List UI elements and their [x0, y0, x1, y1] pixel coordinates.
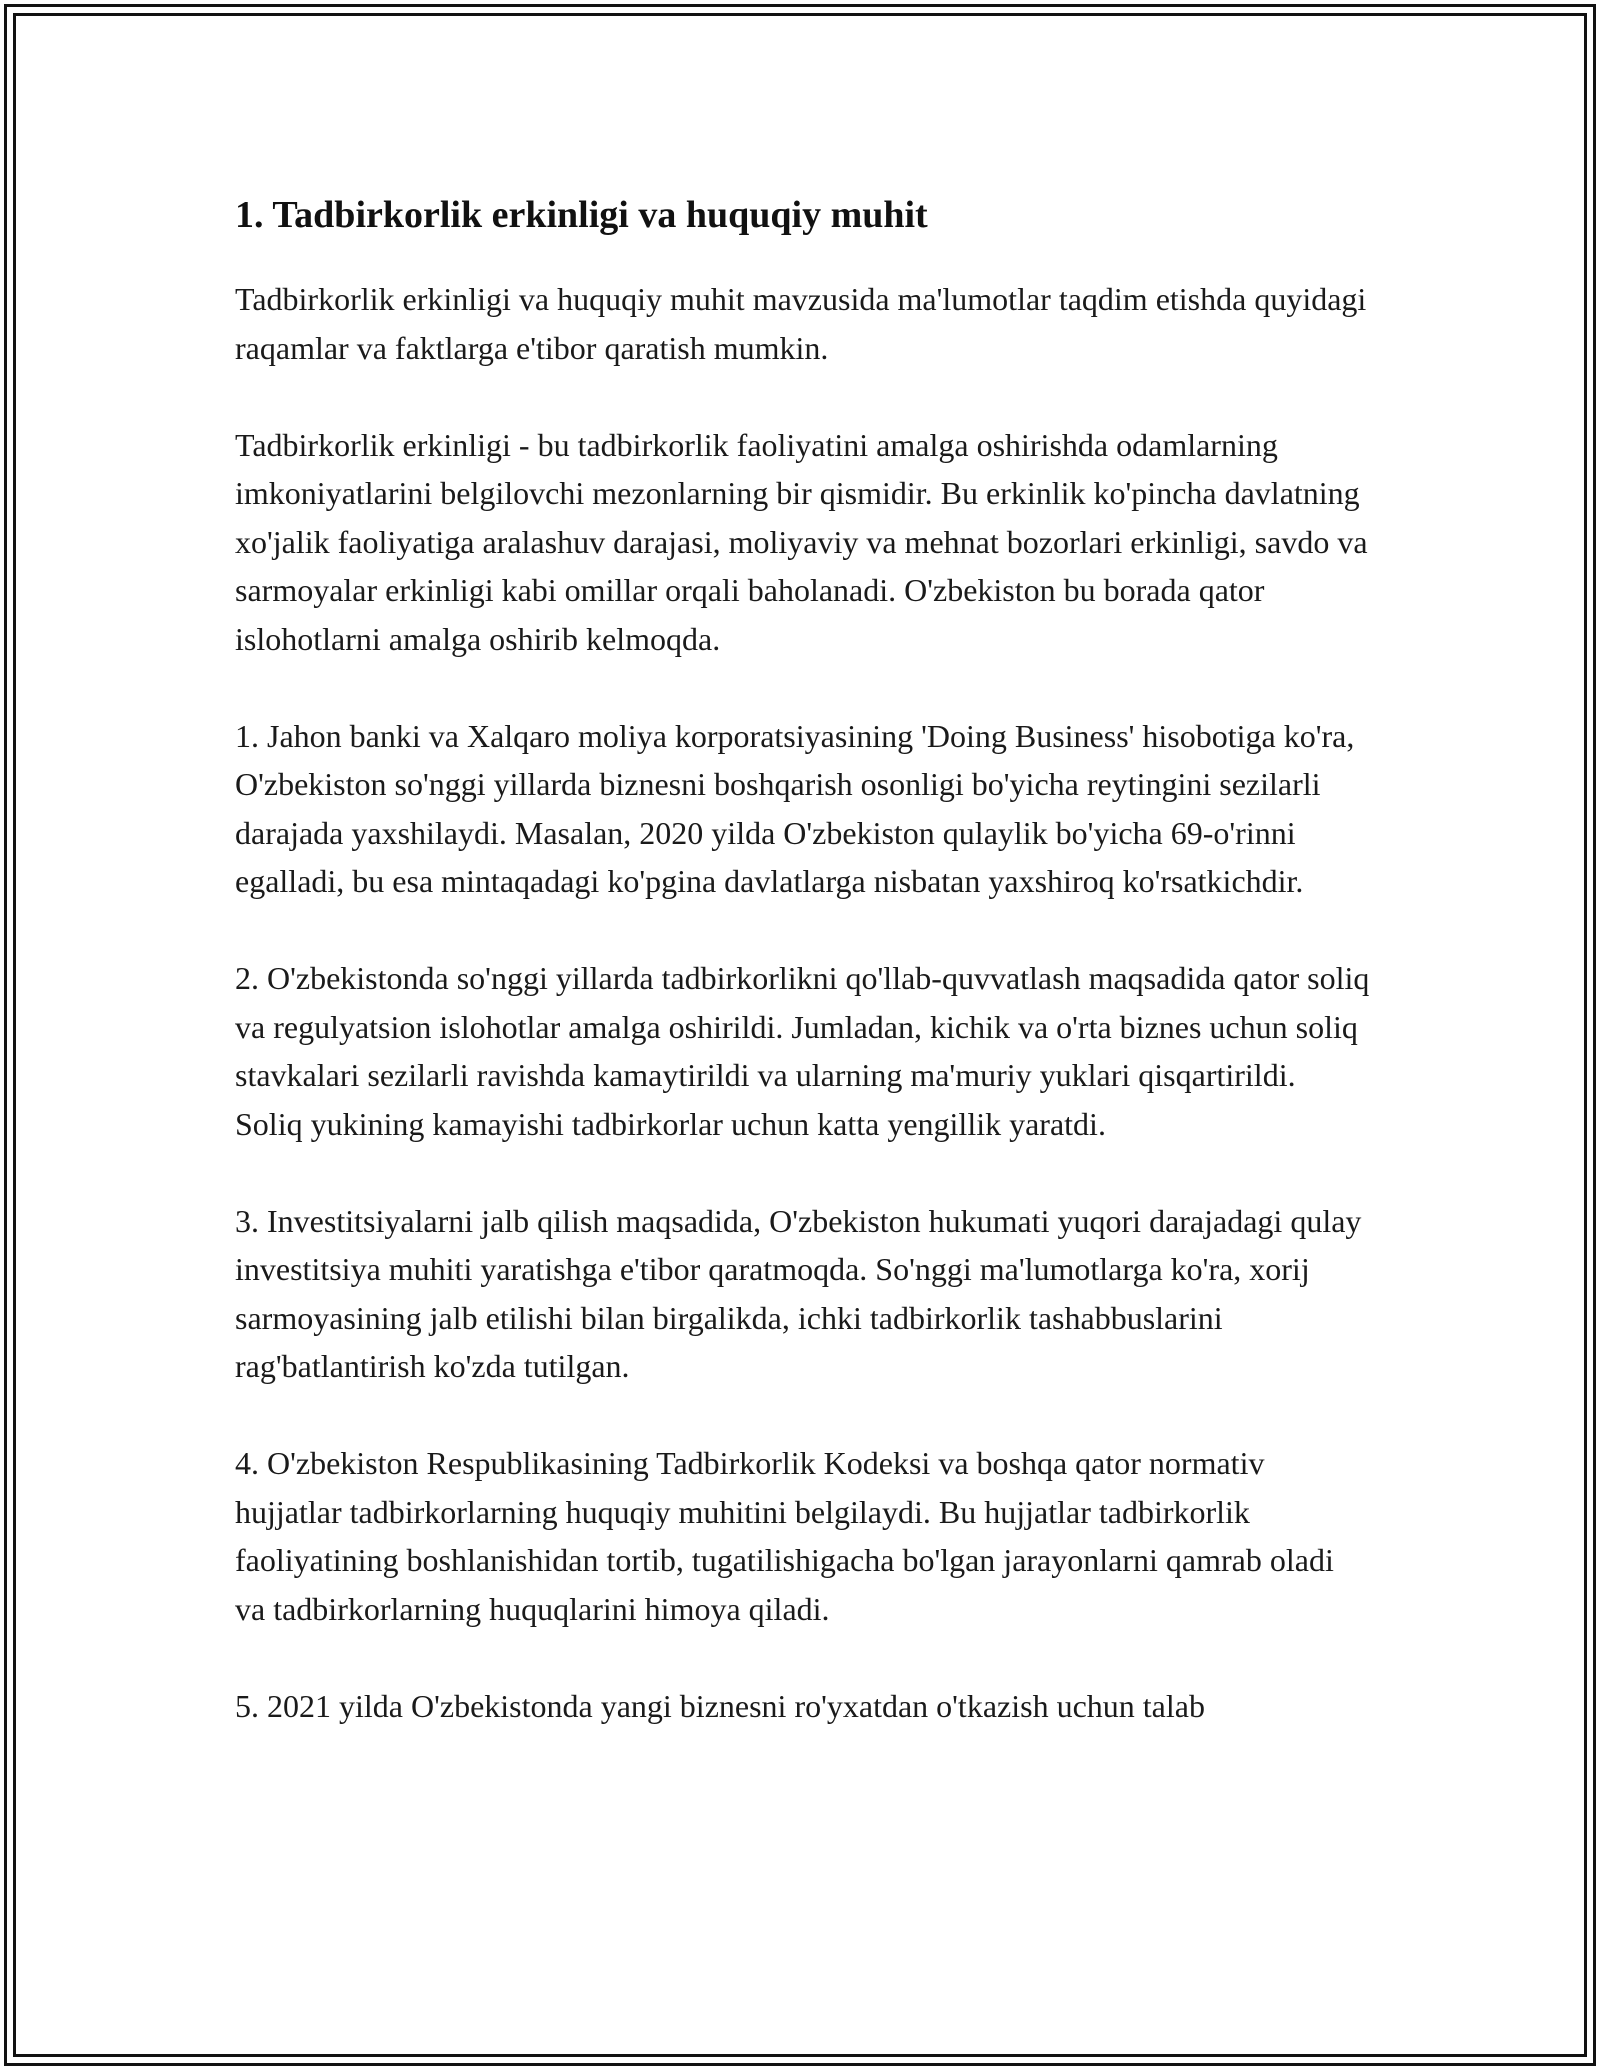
point-2-paragraph: 2. O'zbekistonda so'nggi yillarda tadbirkorlikni qo'llab-quvvatlash maqsadida qator soliq va regulyatsion islohotlar amalga oshirildi. Jumladan, kichik va o'rta biznes uchun soliq stavkalari sezilarli ravishda kamaytirildi va ularning ma'muriy yuklari qisqartirildi. Soliq yukining kamayishi tadbirkorlar uchun katta yengillik yaratdi.	[235, 960, 1370, 1142]
point-4-paragraph: 4. O'zbekiston Respublikasining Tadbirkorlik Kodeksi va boshqa qator normativ hujjatlar tadbirkorlarning huquqiy muhitini belgilaydi. Bu hujjatlar tadbirkorlik faoliyatining boshlanishidan tortib, tugatilishigacha bo'lgan jarayonlarni qamrab oladi va tadbirkorlarning huquqlarini himoya qiladi.	[235, 1445, 1334, 1627]
point-5-paragraph: 5. 2021 yilda O'zbekistonda yangi biznesni ro'yxatdan o'tkazish uchun talab	[235, 1687, 1205, 1724]
point-1-paragraph: 1. Jahon banki va Xalqaro moliya korporatsiyasining 'Doing Business' hisobotiga ko'ra, O'zbekiston so'nggi yillarda biznesni boshqarish osonligi bo'yicha reytingini sezilarli darajada yaxshilaydi. Masalan, 2020 yilda O'zbekiston qulaylik bo'yicha 69-o'rinni egalladi, bu esa mintaqadagi ko'pgina davlatlarga nisbatan yaxshiroq ko'rsatkichdir.	[235, 717, 1355, 899]
document-title: 1. Tadbirkorlik erkinligi va huquqiy muhit	[235, 194, 928, 236]
document-body	[235, 185, 1370, 1779]
point-3-paragraph: 3. Investitsiyalarni jalb qilish maqsadida, O'zbekiston hukumati yuqori darajadagi qulay investitsiya muhiti yaratishga e'tibor qaratmoqda. So'nggi ma'lumotlarga ko'ra, xorij sarmoyasining jalb etilishi bilan birgalikda, ichki tadbirkorlik tashabbuslarini rag'batlantirish ko'zda tutilgan.	[235, 1202, 1362, 1384]
definition-paragraph: Tadbirkorlik erkinligi - bu tadbirkorlik faoliyatini amalga oshirishda odamlarning imkoniyatlarini belgilovchi mezonlarning bir qismidir. Bu erkinlik ko'pincha davlatning xo'jalik faoliyatiga aralashuv darajasi, moliyaviy va mehnat bozorlari erkinligi, savdo va sarmoyalar erkinligi kabi omillar orqali baholanadi. O'zbekiston bu borada qator islohotlarni amalga oshirib kelmoqda.	[235, 426, 1368, 657]
intro-paragraph: Tadbirkorlik erkinligi va huquqiy muhit mavzusida ma'lumotlar taqdim etishda quyidagi raqamlar va faktlarga e'tibor qaratish mumkin.	[235, 281, 1367, 366]
